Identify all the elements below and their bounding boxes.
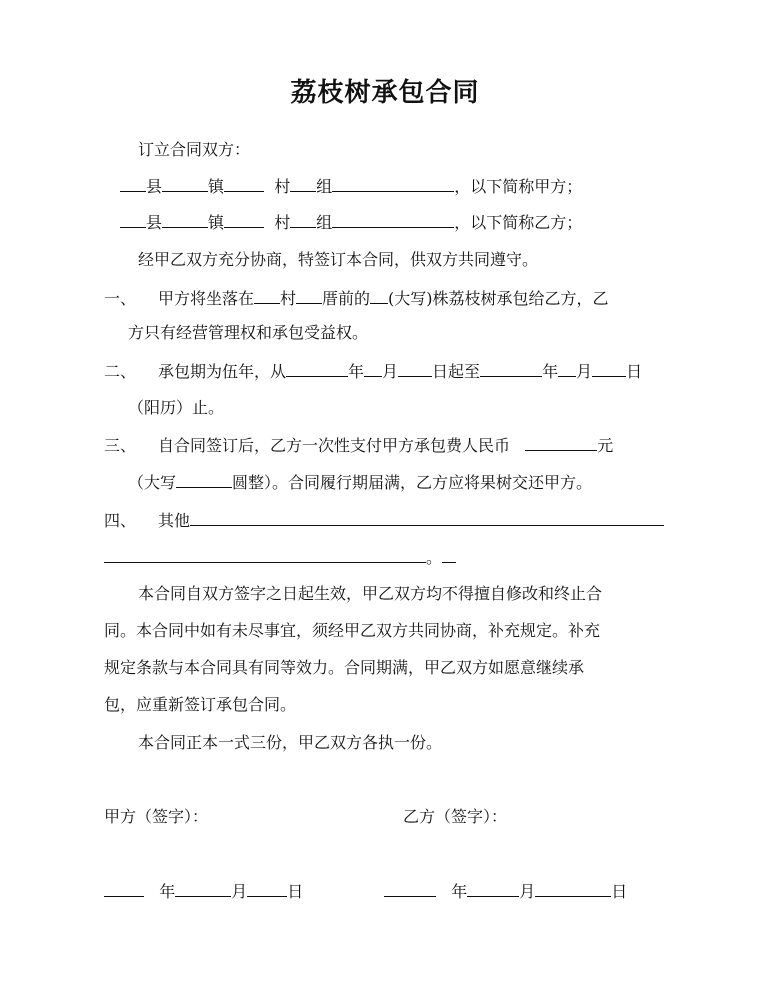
date-day-blank[interactable] <box>247 880 287 897</box>
day-label: 日 <box>611 882 628 901</box>
month-label: 月 <box>382 362 399 381</box>
group-blank[interactable] <box>290 175 316 192</box>
year-label: 年 <box>451 882 468 901</box>
party-a-date <box>104 880 303 903</box>
fee-amount-blank[interactable] <box>525 434 597 451</box>
date-month-blank[interactable] <box>467 880 519 897</box>
currency-unit: 元 <box>597 436 614 455</box>
date-month-blank[interactable] <box>175 880 231 897</box>
end-day-blank[interactable] <box>592 360 626 377</box>
county-blank[interactable] <box>120 211 146 228</box>
year-label: 年 <box>159 882 176 901</box>
clause-1-number: 一、 <box>104 289 137 308</box>
clause-1-text: 甲方将坐落在 <box>158 289 255 308</box>
month-label: 月 <box>576 362 593 381</box>
town-label: 镇 <box>208 213 225 232</box>
county-blank[interactable] <box>120 175 146 192</box>
party-a-line <box>120 175 582 198</box>
other-terms-blank-3 <box>442 546 456 563</box>
clause-2-line-2: （阳历）止。 <box>128 398 225 417</box>
party-b-line <box>120 211 582 234</box>
clause-2-number: 二、 <box>104 362 137 381</box>
town-label: 镇 <box>208 177 225 196</box>
village-blank[interactable] <box>254 287 280 304</box>
tree-count-blank[interactable] <box>370 287 388 304</box>
day-label: 日 <box>626 362 643 381</box>
party-a-suffix: ，以下简称甲方； <box>454 177 583 196</box>
village-label: 村 <box>274 213 291 232</box>
clause-3-text: （大写 <box>128 473 177 492</box>
town-blank[interactable] <box>162 175 208 192</box>
village-label: 村 <box>274 177 291 196</box>
name-blank[interactable] <box>332 211 454 228</box>
clause-1-text: 村 <box>280 289 297 308</box>
start-day-blank[interactable] <box>398 360 432 377</box>
town-blank[interactable] <box>162 211 208 228</box>
county-label: 县 <box>146 213 163 232</box>
name-blank[interactable] <box>332 175 454 192</box>
clause-3-text: 自合同签订后，乙方一次性支付甲方承包费人民币 <box>158 436 511 455</box>
clause-4-text: 其他 <box>158 511 191 530</box>
year-label: 年 <box>348 362 365 381</box>
date-year-blank[interactable] <box>384 880 436 897</box>
group-blank[interactable] <box>290 211 316 228</box>
party-b-suffix: ，以下简称乙方； <box>454 213 583 232</box>
party-a-signature: 甲方（签字）： <box>104 807 209 826</box>
effect-paragraph-line: 规定条款与本合同具有同等效力。合同期满，甲乙双方如愿意继续承 <box>104 658 585 677</box>
clause-4 <box>104 509 664 532</box>
start-year-blank[interactable] <box>286 360 348 377</box>
end-year-blank[interactable] <box>480 360 542 377</box>
other-terms-blank-2[interactable] <box>104 546 426 563</box>
date-year-blank[interactable] <box>104 880 144 897</box>
start-month-blank[interactable] <box>364 360 382 377</box>
clause-2-text: 承包期为伍年，从 <box>158 362 287 381</box>
clause-2 <box>104 360 642 383</box>
clause-3 <box>104 434 613 457</box>
day-label: 日 <box>287 882 304 901</box>
other-terms-blank[interactable] <box>190 509 664 526</box>
month-label: 月 <box>519 882 536 901</box>
clause-2-text: 日起至 <box>432 362 481 381</box>
location-blank[interactable] <box>296 287 322 304</box>
clause-4-number: 四、 <box>104 511 137 530</box>
party-b-signature: 乙方（签字）： <box>403 807 508 826</box>
month-label: 月 <box>231 882 248 901</box>
fee-words-blank[interactable] <box>176 471 232 488</box>
contract-title: 荔枝树承包合同 <box>290 78 480 108</box>
county-label: 县 <box>146 177 163 196</box>
effect-paragraph-line: 同。本合同中如有未尽事宜，须经甲乙双方共同协商，补充规定。补充 <box>104 621 601 640</box>
group-label: 组 <box>316 177 333 196</box>
village-blank[interactable] <box>224 211 264 228</box>
clause-1-line-2: 方只有经营管理权和承包受益权。 <box>128 323 369 342</box>
clause-4-end: 。 <box>426 548 443 567</box>
village-blank[interactable] <box>224 175 264 192</box>
clause-4-line-2 <box>104 546 456 569</box>
clause-3-number: 三、 <box>104 436 137 455</box>
clause-1-text: 厝前的 <box>322 289 371 308</box>
preamble-text: 经甲乙双方充分协商，特签订本合同，供双方共同遵守。 <box>138 250 539 269</box>
group-label: 组 <box>316 213 333 232</box>
year-label: 年 <box>542 362 559 381</box>
clause-3-text: 圆整）。合同履行期届满，乙方应将果树交还甲方。 <box>232 473 593 492</box>
effect-paragraph-line: 包，应重新签订承包合同。 <box>104 695 297 714</box>
intro-text: 订立合同双方： <box>138 140 251 159</box>
party-b-date <box>384 880 627 903</box>
clause-1 <box>104 287 609 310</box>
end-month-blank[interactable] <box>558 360 576 377</box>
clause-3-line-2 <box>128 471 592 494</box>
clause-1-text: (大写)株荔枝树承包给乙方，乙 <box>388 289 609 308</box>
date-day-blank[interactable] <box>535 880 611 897</box>
copies-paragraph: 本合同正本一式三份，甲乙双方各执一份。 <box>138 733 443 752</box>
effect-paragraph-line: 本合同自双方签字之日起生效，甲乙双方均不得擅自修改和终止合 <box>138 584 603 603</box>
